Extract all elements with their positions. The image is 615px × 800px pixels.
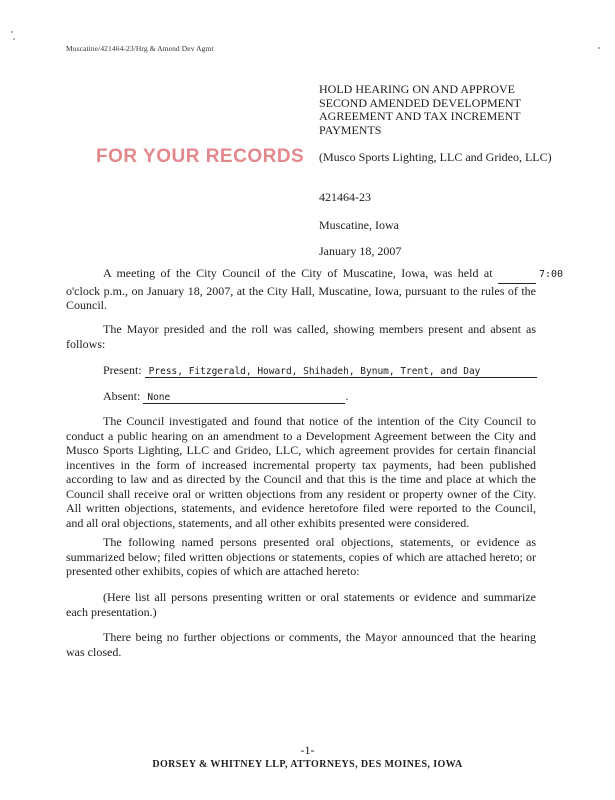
meeting-text-end: o'clock p.m., on January 18, 2007, at the City Hall, Muscatine, Iowa, pursuant to the rules of the Council.: [66, 283, 536, 312]
file-reference: Muscatine/421464-23/Hrg & Amend Dev Agmt: [66, 44, 214, 53]
meeting-time: 7:00: [498, 268, 536, 284]
paragraph-persons: The following named persons presented oral objections, statements, or evidence as summarized below; filed written objections or statements, copies of which are attached hereto; or presented other exhibits, copies of which are attached hereto:: [66, 535, 536, 578]
page-number: -1-: [300, 743, 315, 757]
matter-number: 421464-23: [319, 190, 371, 204]
records-stamp: FOR YOUR RECORDS: [96, 146, 305, 167]
meeting-text-start: A meeting of the City Council of the City of Muscatine, Iowa, was held at: [103, 266, 498, 280]
present-row: [103, 363, 537, 378]
scan-speck: [13, 38, 15, 40]
document-title: HOLD HEARING ON AND APPROVE SECOND AMENDED DEVELOPMENT AGREEMENT AND TAX INCREMENT PAYMENTS: [319, 82, 521, 137]
absent-row: [103, 389, 348, 404]
present-members: Press, Fitzgerald, Howard, Shihadeh, Bynum, Trent, and Day: [145, 366, 537, 378]
paragraph-meeting: [66, 266, 564, 313]
paragraph-closed: There being no further objections or comments, the Mayor announced that the hearing was closed.: [66, 630, 536, 659]
present-label: Present:: [103, 363, 142, 377]
paragraph-notice: The Council investigated and found that notice of the intention of the City Council to conduct a public hearing on an amendment to a Development Agreement between the City and Musco Sports Lighting, LLC and Grideo, LLC, which agreement provides for certain financial incentives in the form of increased incremental property tax payments, had been published according to law and as directed by the Council and that this is the time and place at which the Council shall receive oral or written objections from any resident or property owner of the City. All written objections, statements, and evidence heretofore filed were reported to the Council, and all oral objections, statements, and all other exhibits presented were considered.: [66, 414, 536, 530]
absent-label: Absent:: [103, 389, 141, 403]
paragraph-roll-call: The Mayor presided and the roll was called, showing members present and absent as follows:: [66, 322, 536, 351]
parties: (Musco Sports Lighting, LLC and Grideo, LLC): [319, 150, 552, 164]
meeting-date: January 18, 2007: [319, 244, 402, 258]
absent-period: .: [345, 389, 349, 403]
absent-members: None: [143, 392, 345, 404]
footer-firm: DORSEY & WHITNEY LLP, ATTORNEYS, DES MOINES, IOWA: [152, 759, 463, 770]
scan-speck: [11, 31, 13, 33]
location: Muscatine, Iowa: [319, 218, 399, 232]
scan-speck: [598, 47, 600, 49]
paragraph-instructions: (Here list all persons presenting written or oral statements or evidence and summarize each presentation.): [66, 590, 536, 619]
